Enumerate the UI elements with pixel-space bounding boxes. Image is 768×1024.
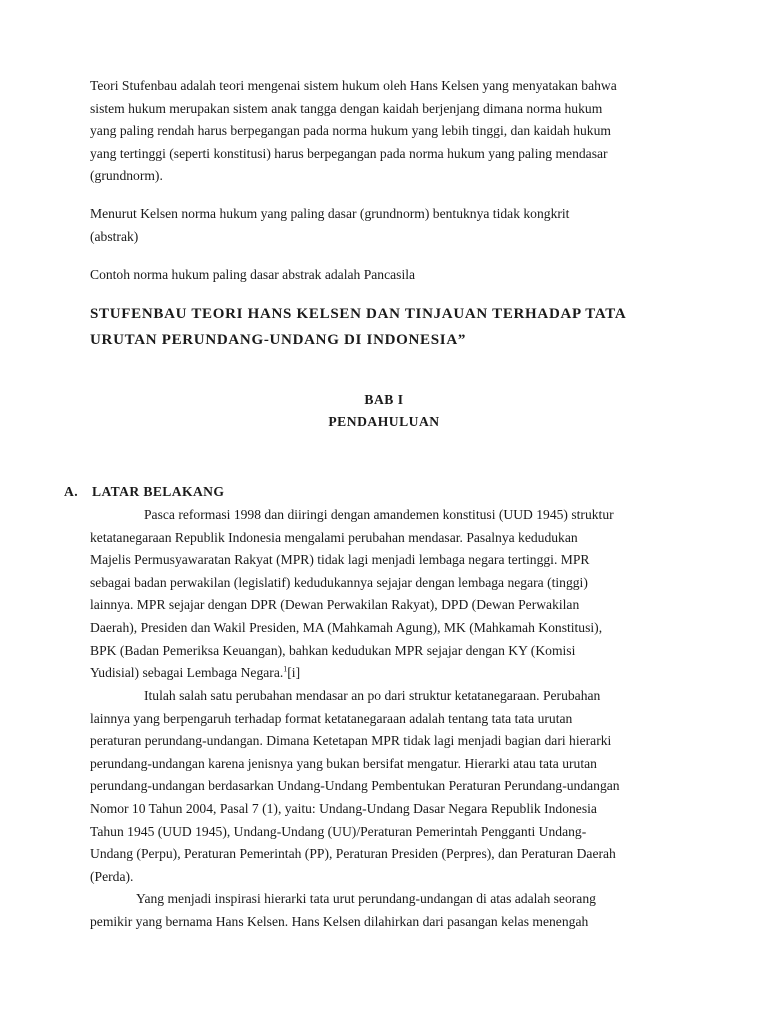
text-line: Tahun 1945 (UUD 1945), Undang-Undang (UU)/Peraturan Pemerintah Pengganti Undang- — [90, 823, 587, 839]
text-line: Nomor 10 Tahun 2004, Pasal 7 (1), yaitu: Undang-Undang Dasar Negara Republik Indonesia — [90, 800, 597, 816]
text-line: ketatanegaraan Republik Indonesia mengalami perubahan mendasar. Pasalnya kedudukan — [90, 529, 578, 545]
title-line: URUTAN PERUNDANG-UNDANG DI INDONESIA” — [90, 332, 467, 348]
footnote-mark[interactable]: 1 — [283, 664, 288, 674]
chapter-number: BAB I — [364, 392, 404, 407]
text-line: lainnya yang berpengaruh terhadap format ketatanegaraan adalah tentang tata tata urutan — [90, 710, 573, 726]
text-line: BPK (Badan Pemeriksa Keuangan), bahkan kedudukan MPR sejajar dengan KY (Komisi — [90, 642, 576, 658]
body-paragraph-3 — [90, 888, 690, 933]
body-paragraph-2 — [90, 685, 690, 888]
section-letter: A. — [64, 484, 79, 499]
text-line: yang paling rendah harus berpegangan pada norma hukum yang lebih tinggi, dan kaidah hukum — [90, 123, 611, 139]
text-line: yang tertinggi (seperti konstitusi) harus berpegangan pada norma hukum yang paling mendasar — [90, 145, 608, 161]
text-line: Pasca reformasi 1998 dan diiringi dengan amandemen konstitusi (UUD 1945) struktur — [144, 507, 614, 522]
text-line: lainnya. MPR sejajar dengan DPR (Dewan Perwakilan Rakyat), DPD (Dewan Perwakilan — [90, 597, 580, 613]
text-line: Daerah), Presiden dan Wakil Presiden, MA (Mahkamah Agung), MK (Mahkamah Konstitusi), — [90, 619, 603, 635]
intro-paragraph-2 — [90, 203, 690, 248]
text-line: sistem hukum merupakan sistem anak tangga dengan kaidah berjenjang dimana norma hukum — [90, 100, 603, 116]
text-line: peraturan perundang-undangan. Dimana Ketetapan MPR tidak lagi menjadi bagian dari hierarki — [90, 733, 612, 749]
intro-paragraph-3 — [90, 264, 690, 287]
section-heading — [64, 484, 224, 500]
body-paragraph-1 — [90, 504, 690, 685]
text-line: perundang-undangan berdasarkan Undang-Undang Pembentukan Peraturan Perundang-undangan — [90, 778, 620, 794]
text-line: sebagai badan perwakilan (legislatif) kedudukannya sejajar dengan lembaga negara (tinggi) — [90, 574, 588, 590]
intro-paragraph-1 — [90, 75, 690, 188]
text-line: Contoh norma hukum paling dasar abstrak adalah Pancasila — [90, 267, 416, 282]
text-line: Undang (Perpu), Peraturan Pemerintah (PP), Peraturan Presiden (Perpres), dan Peraturan Daerah — [90, 846, 616, 862]
text-line: pemikir yang bernama Hans Kelsen. Hans Kelsen dilahirkan dari pasangan kelas menengah — [90, 913, 589, 929]
text-line: Majelis Permusyawaratan Rakyat (MPR) tidak lagi menjadi lembaga negara tertinggi. MPR — [90, 552, 590, 568]
text-line: Menurut Kelsen norma hukum yang paling dasar (grundnorm) bentuknya tidak kongkrit — [90, 206, 570, 221]
text-line: (grundnorm). — [90, 168, 163, 184]
chapter-name: PENDAHULUAN — [328, 414, 440, 429]
document-title — [90, 301, 690, 353]
text-line: (abstrak) — [90, 228, 139, 244]
text-line: Itulah salah satu perubahan mendasar an po dari struktur ketatanegaraan. Perubahan — [144, 688, 601, 703]
text-line: Yang menjadi inspirasi hierarki tata urut perundang-undangan di atas adalah seorang — [136, 891, 596, 906]
text-line-content: Yudisial) sebagai Lembaga Negara. — [90, 665, 284, 681]
text-line: (Perda). — [90, 868, 134, 884]
text-line: Teori Stufenbau adalah teori mengenai sistem hukum oleh Hans Kelsen yang menyatakan bahwa — [90, 78, 617, 93]
text-line: perundang-undangan karena jenisnya yang bukan bersifat mengatur. Hierarki atau tata urutan — [90, 755, 597, 771]
text-line — [90, 662, 690, 685]
section-title: LATAR BELAKANG — [92, 484, 225, 499]
title-line: STUFENBAU TEORI HANS KELSEN DAN TINJAUAN TERHADAP TATA — [90, 306, 627, 322]
footnote-ref-link[interactable]: [i] — [287, 665, 301, 681]
